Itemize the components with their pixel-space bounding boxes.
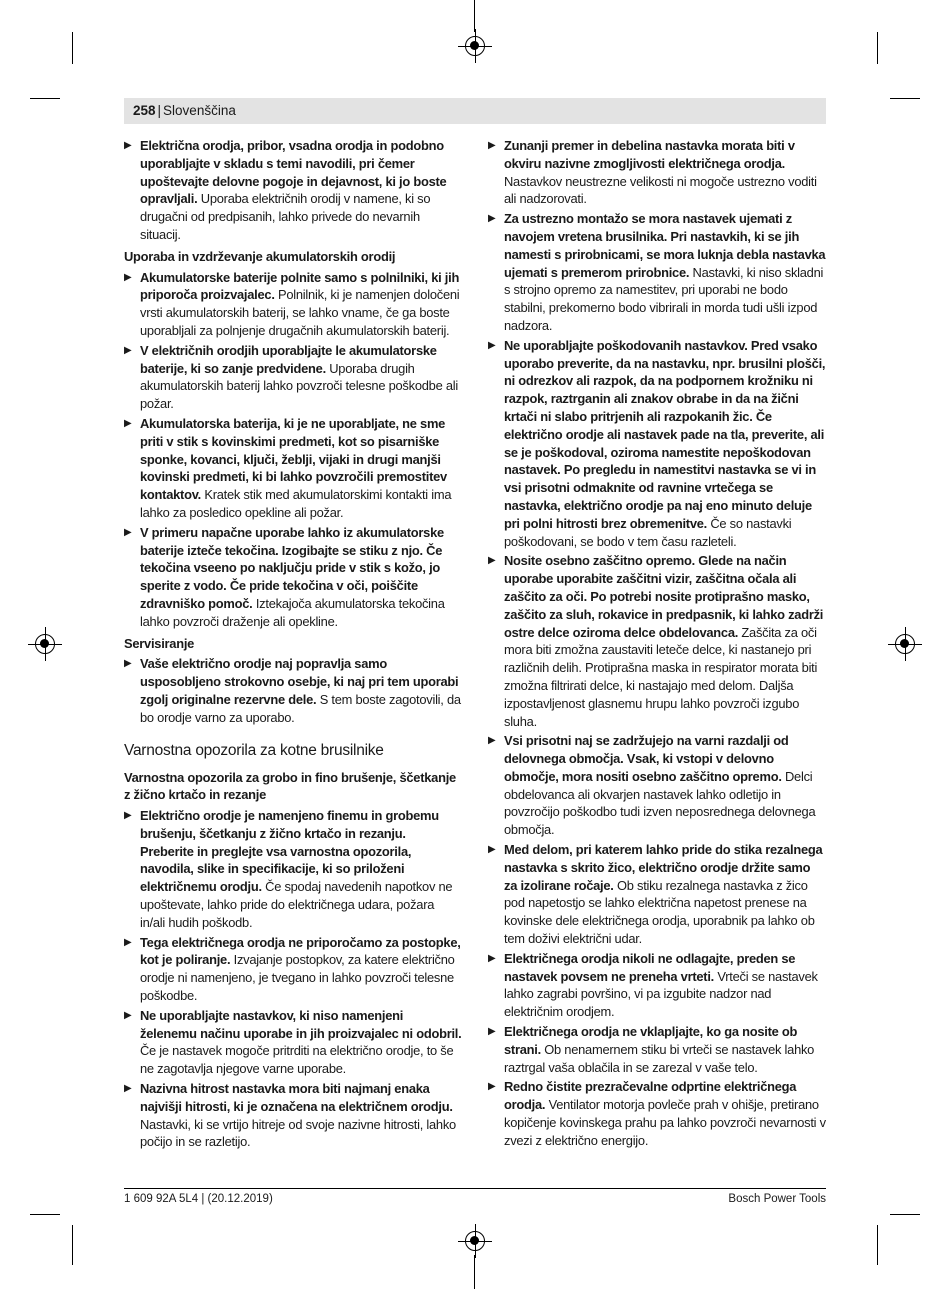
bullet-arrow-icon: ▶	[488, 1026, 496, 1038]
item-text: Delci obdelovanca ali okvarjen nastavek lahko odletijo in povzročijo poškodbo tudi izven neposrednega delovnega območja.	[504, 768, 816, 838]
bullet-arrow-icon: ▶	[124, 271, 132, 283]
footer-rule	[124, 1188, 826, 1189]
crop-mark-bottom-center	[474, 1255, 475, 1289]
list-item	[124, 1080, 462, 1151]
crop-mark-right-bottom	[890, 1214, 920, 1215]
bullet-arrow-icon: ▶	[124, 526, 132, 538]
footer-brand: Bosch Power Tools	[728, 1193, 826, 1205]
item-text: Uporaba električnih orodij v namene, ki so drugačni od predpisanih, lahko privede do nevarnih situacij.	[140, 191, 431, 242]
crop-mark-bottom-left	[72, 1225, 73, 1265]
item-bold-text: Tega električnega orodja ne priporočamo za postopke, kot je poliranje.	[140, 934, 461, 968]
list-item	[124, 1007, 462, 1078]
bullet-arrow-icon: ▶	[124, 658, 132, 670]
list-item	[124, 934, 462, 1005]
page-number: 258	[133, 103, 156, 118]
registration-mark-top	[465, 36, 485, 56]
list-item	[488, 337, 826, 551]
item-text: Nastavki, ki se vrtijo hitreje od svoje nazivne hitrosti, lahko počijo in se razletijo.	[140, 1116, 456, 1150]
crop-mark-top-left	[72, 32, 73, 64]
bullet-arrow-icon: ▶	[124, 417, 132, 429]
item-bold-text: Redno čistite prezračevalne odprtine električnega orodja.	[504, 1079, 797, 1113]
bullet-arrow-icon: ▶	[488, 735, 496, 747]
item-text: Če spodaj navedenih napotkov ne upoštevate, lahko pride do električnega udara, požara in/ali hudih poškodb.	[140, 879, 453, 930]
registration-mark-bottom	[465, 1231, 485, 1251]
list-item	[124, 342, 462, 413]
item-bold-text: Električnega orodja nikoli ne odlagajte, preden se nastavek povsem ne preneha vrteti.	[504, 950, 796, 984]
item-text: Nastavki, ki niso skladni s strojno opremo za namestitev, pri uporabi ne bodo stabilni, prekomerno bodo vibrirali in morda tudi ušli izpod nadzora.	[504, 264, 824, 333]
service-heading: Servisiranje	[124, 635, 195, 651]
item-text: Ventilator motorja povleče prah v ohišje, pretirano kopičenje kovinskega prahu pa lahko povzroči nevarnosti v zvezi z električno energijo.	[504, 1097, 826, 1148]
item-bold-text: Električna orodja, pribor, vsadna orodja in podobno uporabljajte v skladu s temi navodili, pri čemer upoštevajte delovne pogoje in dejavnost, ki jo boste opravljali.	[140, 138, 447, 207]
crop-mark-left-top	[30, 98, 60, 99]
item-bold-text: Vsi prisotni naj se zadržujejo na varni razdalji od delovnega območja. Vsak, ki vstopi v delovno območje, mora nositi osebno zaščitno opremo.	[504, 733, 789, 784]
item-bold-text: Akumulatorske baterije polnite samo s polnilniki, ki jih priporoča proizvajalec.	[140, 269, 460, 303]
bullet-arrow-icon: ▶	[488, 952, 496, 964]
bullet-arrow-icon: ▶	[124, 344, 132, 356]
crop-mark-right-top	[890, 98, 920, 99]
item-text: Izvajanje postopkov, za katere električno orodje ni namenjeno, je tvegano in lahko povzroči telesne poškodbe.	[140, 952, 455, 1004]
footer-doc-code: 1 609 92A 5L4 | (20.12.2019)	[124, 1193, 273, 1205]
bullet-arrow-icon: ▶	[124, 1083, 132, 1095]
item-bold-text: Zunanji premer in debelina nastavka morata biti v okviru nazivne zmogljivosti električnega orodja.	[504, 138, 795, 171]
item-text: Nastavkov neustrezne velikosti ni mogoče ustrezno voditi ali nadzorovati.	[504, 173, 817, 207]
battery-heading: Uporaba in vzdrževanje akumulatorskih orodij	[124, 248, 396, 264]
registration-mark-right	[895, 634, 915, 654]
item-bold-text: Ne uporabljajte nastavkov, ki niso namenjeni želenemu načinu uporabe in jih proizvajalec ni odobril.	[140, 1007, 462, 1041]
item-bold-text: Vaše električno orodje naj popravlja samo usposobljeno strokovno osebje, ki naj pri tem uporabi zgolj originalne rezervne dele.	[140, 656, 459, 707]
bullet-arrow-icon: ▶	[488, 339, 496, 351]
bullet-arrow-icon: ▶	[124, 1009, 132, 1021]
bullet-arrow-icon: ▶	[488, 844, 496, 856]
list-item	[488, 732, 826, 839]
header-language: Slovenščina	[163, 103, 236, 118]
list-item	[124, 655, 462, 726]
item-bold-text: V električnih orodjih uporabljajte le akumulatorske baterije, ki so zanje predvidene.	[140, 342, 437, 376]
bullet-arrow-icon: ▶	[488, 555, 496, 567]
bullet-arrow-icon: ▶	[124, 810, 132, 822]
list-item	[124, 524, 462, 631]
crop-mark-top-right	[877, 32, 878, 64]
bullet-arrow-icon: ▶	[124, 140, 132, 151]
crop-mark-left-bottom	[30, 1214, 60, 1215]
bullet-arrow-icon: ▶	[488, 140, 496, 151]
list-item	[124, 137, 462, 244]
item-text: Ob stiku rezalnega nastavka z žico pod napetostjo se lahko električna napetost prenese na kovinske dele električnega orodja, uporabnik pa lahko ob tem doživi električni udar.	[504, 877, 815, 947]
list-item	[124, 807, 462, 932]
bullet-arrow-icon: ▶	[124, 936, 132, 948]
item-text: Zaščita za oči mora biti zmožna zaustaviti leteče delce, ki nastanejo pri različnih delih. Protiprašna maska in respirator morata biti zmožna filtrirati delce, ki nastajajo med delom. Daljša izpostavljenost glasnemu hrupu lahko povzroči izgubo sluha.	[504, 624, 818, 729]
item-text: S tem boste zagotovili, da bo orodje varno za uporabo.	[140, 691, 461, 725]
item-text: Polnilnik, ki je namenjen določeni vrsti akumulatorskih baterij, se lahko vname, če ga boste uporabljali za polnjenje drugačnih akumulatorskih baterij.	[140, 287, 460, 338]
item-bold-text: Nosite osebno zaščitno opremo. Glede na način uporabe uporabite zaščitni vizir, zaščitna očala ali zaščito za oči. Po potrebi nosite protiprašno masko, zaščito za sluh, rokavice in predpasnik, ki lahko zadrži ostre delce oziroma delce obdelovanca.	[504, 553, 824, 640]
item-bold-text: V primeru napačne uporabe lahko iz akumulatorske baterije izteče tekočina. Izogibajte se stiku z njo. Če tekočina vseeno po naključju pride v stik s kožo, jo sperite z vodo. Če pride tekočina v oči, poiščite zdravniško pomoč.	[140, 524, 444, 611]
item-text: Vrteči se nastavek lahko zagrabi površino, vi pa izgubite nadzor nad električnim orodjem.	[504, 968, 818, 1020]
list-item	[488, 1023, 826, 1076]
list-item	[124, 269, 462, 340]
list-item	[488, 950, 826, 1021]
item-text: Ob nenamernem stiku bi vrteči se nastavek lahko raztrgal vaša oblačila in se zarezal v vaše telo.	[504, 1041, 815, 1075]
registration-mark-left	[35, 634, 55, 654]
item-text: Iztekajoča akumulatorska tekočina lahko povzroči draženje ali opekline.	[140, 595, 445, 629]
list-item	[488, 210, 826, 335]
list-item	[488, 552, 826, 730]
list-item	[488, 841, 826, 948]
item-text: Uporaba drugih akumulatorskih baterij lahko povzroči telesne poškodbe ali požar.	[140, 360, 458, 412]
list-item	[124, 415, 462, 522]
item-bold-text: Med delom, pri katerem lahko pride do stika rezalnega nastavka s skrito žico, električno orodje držite samo za izolirane ročaje.	[504, 842, 823, 893]
crop-mark-bottom-right	[877, 1225, 878, 1265]
bullet-arrow-icon: ▶	[488, 213, 496, 225]
bullet-arrow-icon: ▶	[488, 1081, 496, 1093]
item-text: Kratek stik med akumulatorskimi kontakti ima lahko za posledico opekline ali požar.	[140, 487, 452, 520]
item-text: Če so nastavki poškodovani, se bodo v tem času razleteli.	[504, 515, 792, 549]
item-bold-text: Nazivna hitrost nastavka mora biti najmanj enaka najvišji hitrosti, ki je označena na električnem orodju.	[140, 1081, 453, 1114]
right-column	[488, 137, 826, 1152]
page-header	[124, 98, 826, 124]
item-bold-text: Za ustrezno montažo se mora nastavek ujemati z navojem vretena brusilnika. Pri nastavkih, ki se jih namesti s prirobnicami, se mora luknja debla nastavka ujemati s premerom prirobnice.	[504, 211, 826, 280]
left-column	[124, 137, 462, 1153]
list-item	[488, 1078, 826, 1149]
header-separator: |	[157, 103, 162, 118]
item-text: Če je nastavek mogoče pritrditi na električno orodje, to še ne zagotavlja njegove varne uporabe.	[140, 1043, 454, 1077]
item-bold-text: Ne uporabljajte poškodovanih nastavkov. Pred vsako uporabo preverite, da na nastavku, npr. brusilni plošči, ni odrezkov ali razpok, da na podpornem krožniku ni razpok, raztrganin ali znakov obrabe in da na žični krtači ni slabo pritrjenih ali razpokanih žic. Če električno orodje ali nastavek pade na tla, preverite, ali se je poškodoval, oziroma namestite nepoškodovan nastavek. Po pregledu in namestitvi nastavka se vi in vsi prisotni odmaknite od ravnine vrtečega se nastavka, električno orodje pa naj eno minuto deluje pri polni hitrosti brez obremenitve.	[504, 337, 826, 531]
item-bold-text: Električno orodje je namenjeno finemu in grobemu brušenju, ščetkanju z žično krtačo in rezanju. Preberite in preglejte vsa varnostna opozorila, navodila, slike in specifikacije, ki so priloženi električnemu orodju.	[140, 808, 439, 895]
item-bold-text: Električnega orodja ne vklapljajte, ko ga nosite ob strani.	[504, 1024, 798, 1057]
item-bold-text: Akumulatorska baterija, ki je ne uporabljate, ne sme priti v stik s kovinskimi predmeti, kot so pisarniške sponke, kovanci, ključi, žeblji, vijaki in drugi manjši kovinski predmeti, ki bi lahko povzročili premostitev kontaktov.	[140, 415, 447, 503]
list-item	[488, 137, 826, 208]
section-title: Varnostna opozorila za kotne brusilnike	[124, 741, 384, 759]
crop-mark-top-center	[474, 0, 475, 32]
grinding-heading: Varnostna opozorila za grobo in fino brušenje, ščetkanje z žično krtačo in rezanje	[124, 769, 456, 803]
